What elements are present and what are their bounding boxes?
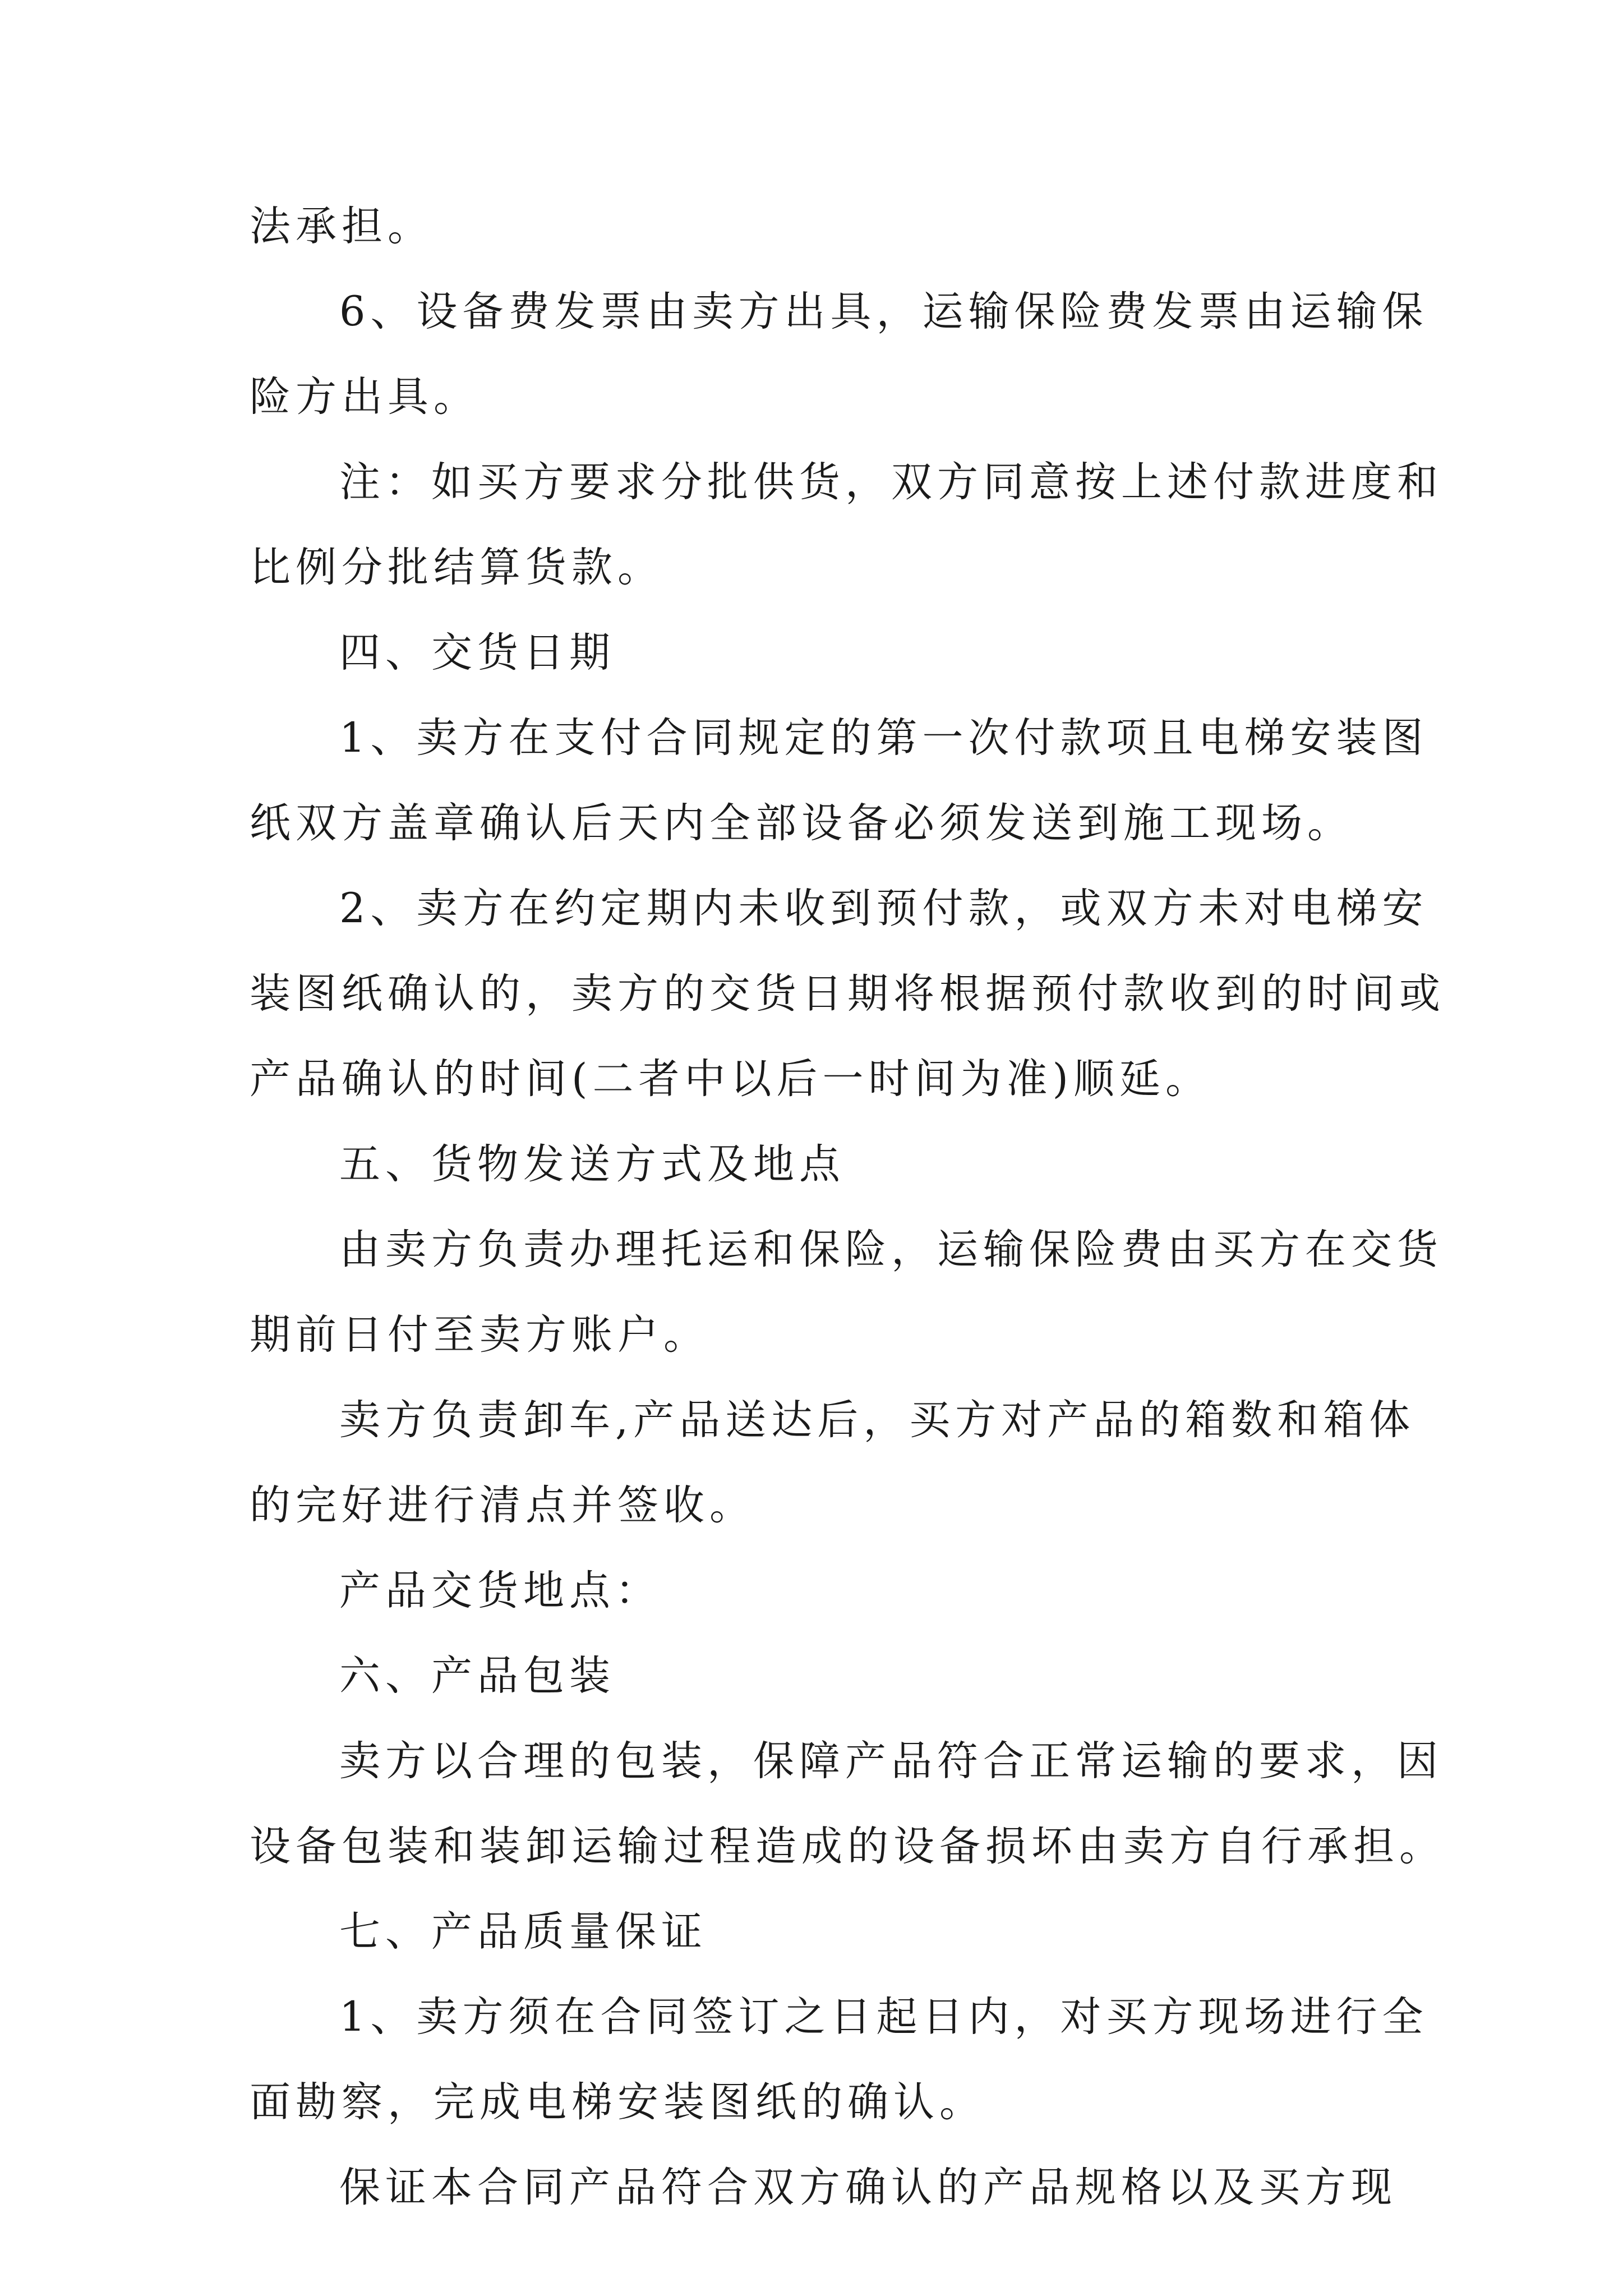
text-line: 法承担。 [250, 203, 434, 250]
document-body [250, 184, 1445, 2230]
section-heading: 四、交货日期 [339, 629, 615, 677]
text-line: 2、卖方在约定期内未收到预付款，或双方未对电梯安 [339, 885, 1428, 932]
text-line: 1、卖方在支付合同规定的第一次付款项且电梯安装图 [339, 714, 1428, 762]
text-line: 装图纸确认的，卖方的交货日期将根据预付款收到的时间或 [250, 970, 1445, 1018]
text-line: 险方出具。 [250, 373, 479, 421]
text-line: 注：如买方要求分批供货，双方同意按上述付款进度和 [339, 458, 1443, 506]
text-line: 1、卖方须在合同签订之日起日内，对买方现场进行全 [339, 1993, 1428, 2041]
text-line: 比例分批结算货款。 [250, 544, 663, 591]
text-line: 6、设备费发票由卖方出具，运输保险费发票由运输保 [339, 288, 1428, 335]
text-line: 由卖方负责办理托运和保险，运输保险费由买方在交货 [339, 1226, 1443, 1273]
section-heading: 五、货物发送方式及地点 [339, 1140, 845, 1188]
text-line: 产品交货地点： [339, 1567, 661, 1614]
text-line: 面勘察，完成电梯安装图纸的确认。 [250, 2078, 985, 2126]
section-heading: 六、产品包装 [339, 1652, 615, 1700]
section-heading: 七、产品质量保证 [339, 1908, 707, 1955]
text-line: 纸双方盖章确认后天内全部设备必须发送到施工现场。 [250, 799, 1353, 847]
text-line: 设备包装和装卸运输过程造成的设备损坏由卖方自行承担。 [250, 1823, 1445, 1870]
text-line: 卖方负责卸车,产品送达后，买方对产品的箱数和箱体 [339, 1396, 1415, 1444]
text-line: 期前日付至卖方账户。 [250, 1311, 709, 1359]
text-line: 保证本合同产品符合双方确认的产品规格以及买方现 [339, 2164, 1397, 2211]
text-line: 产品确认的时间(二者中以后一时间为准)顺延。 [250, 1055, 1211, 1103]
text-line: 卖方以合理的包装，保障产品符合正常运输的要求，因 [339, 1737, 1443, 1785]
text-line: 的完好进行清点并签收。 [250, 1481, 755, 1529]
